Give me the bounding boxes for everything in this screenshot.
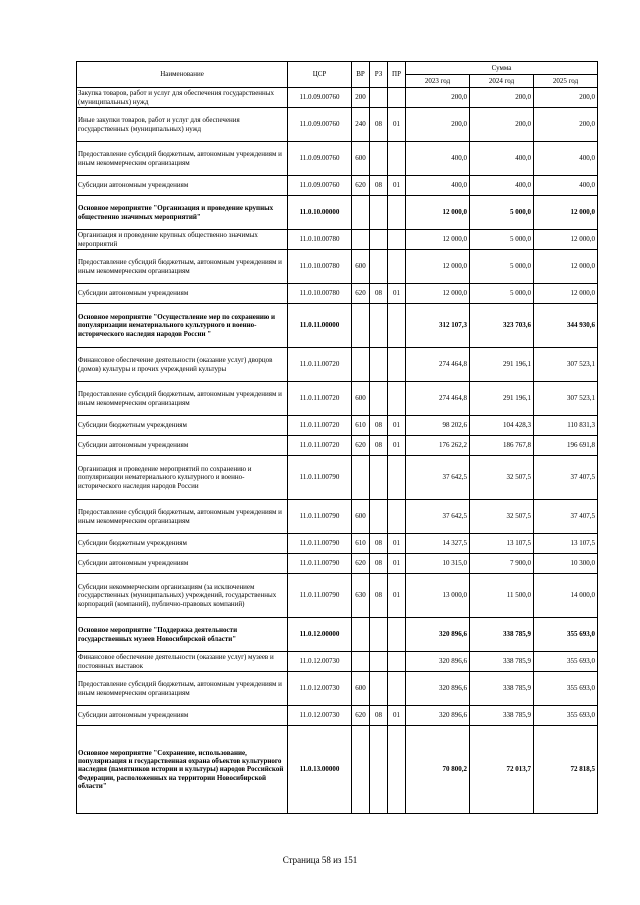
row-2024: 11 500,0 [470,574,534,618]
row-2024: 5 000,0 [470,284,534,304]
row-2023: 176 262,2 [406,436,470,456]
table-body [77,88,598,814]
row-vr [352,230,370,250]
row-name: Субсидии бюджетным учреждениям [77,416,288,436]
row-pr [388,196,406,230]
row-2025: 355 693,0 [534,672,598,706]
row-2025: 12 000,0 [534,196,598,230]
row-pr: 01 [388,436,406,456]
row-csr: 11.0.11.00720 [288,382,352,416]
row-rz: 08 [370,436,388,456]
row-rz: 08 [370,554,388,574]
row-csr: 11.0.13.00000 [288,726,352,814]
table-row [77,618,598,652]
row-pr [388,726,406,814]
row-2025: 344 930,6 [534,304,598,348]
row-2024: 186 767,8 [470,436,534,456]
row-pr: 01 [388,574,406,618]
row-pr: 01 [388,706,406,726]
row-pr [388,672,406,706]
budget-table [76,61,598,814]
row-2023: 312 107,3 [406,304,470,348]
row-2023: 12 000,0 [406,250,470,284]
header-year-2023: 2023 год [406,75,470,88]
row-name: Субсидии бюджетным учреждениям [77,534,288,554]
row-rz: 08 [370,108,388,142]
row-name: Субсидии некоммерческим организациям (за исключением государственных (муниципальных) учреждений, государственных корпораций (компаний), публично-правовых компаний) [77,574,288,618]
row-vr: 240 [352,108,370,142]
row-csr: 11.0.10.00780 [288,284,352,304]
row-2024: 7 900,0 [470,554,534,574]
row-2024: 338 785,9 [470,672,534,706]
row-name: Организация и проведение крупных общественно значимых мероприятий [77,230,288,250]
row-name: Финансовое обеспечение деятельности (оказание услуг) дворцов (домов) культуры и прочих учреждений культуры [77,348,288,382]
row-rz: 08 [370,416,388,436]
row-2024: 291 196,1 [470,348,534,382]
row-2025: 13 107,5 [534,534,598,554]
row-2025: 12 000,0 [534,250,598,284]
row-2024: 400,0 [470,176,534,196]
table-row [77,108,598,142]
row-csr: 11.0.12.00000 [288,618,352,652]
row-rz [370,250,388,284]
row-csr: 11.0.11.00790 [288,500,352,534]
row-rz [370,456,388,500]
row-name: Предоставление субсидий бюджетным, автономным учреждениям и иным некоммерческим организациям [77,672,288,706]
header-vr: ВР [352,62,370,88]
row-pr: 01 [388,534,406,554]
row-csr: 11.0.12.00730 [288,706,352,726]
row-vr: 600 [352,250,370,284]
row-pr: 01 [388,108,406,142]
row-2025: 37 407,5 [534,500,598,534]
row-rz: 08 [370,534,388,554]
row-pr: 01 [388,416,406,436]
row-rz [370,500,388,534]
row-rz [370,142,388,176]
row-2023: 37 642,5 [406,500,470,534]
row-pr [388,250,406,284]
row-2025: 355 693,0 [534,618,598,652]
table-row [77,88,598,108]
table-row [77,196,598,230]
row-2025: 196 691,8 [534,436,598,456]
row-rz [370,230,388,250]
row-csr: 11.0.11.00790 [288,534,352,554]
table-row [77,230,598,250]
row-csr: 11.0.10.00780 [288,230,352,250]
table-row [77,284,598,304]
row-2023: 320 896,6 [406,672,470,706]
row-2025: 307 523,1 [534,348,598,382]
row-csr: 11.0.11.00790 [288,574,352,618]
row-name: Субсидии автономным учреждениям [77,554,288,574]
row-csr: 11.0.12.00730 [288,672,352,706]
table-row [77,672,598,706]
row-pr [388,500,406,534]
table-row [77,726,598,814]
row-pr [388,456,406,500]
row-pr [388,618,406,652]
row-2025: 10 300,0 [534,554,598,574]
row-2024: 72 013,7 [470,726,534,814]
row-2025: 355 693,0 [534,706,598,726]
row-name: Организация и проведение мероприятий по сохранению и популяризации нематериального культурного и военно-исторического наследия народов России [77,456,288,500]
row-name: Основное мероприятие "Организация и проведение крупных общественно значимых мероприятий" [77,196,288,230]
row-2023: 320 896,6 [406,652,470,672]
row-vr [352,726,370,814]
row-vr: 600 [352,672,370,706]
row-2025: 307 523,1 [534,382,598,416]
table-row [77,304,598,348]
row-name: Основное мероприятие "Осуществление мер по сохранению и популяризации нематериального культурного и военно-исторического наследия народов России " [77,304,288,348]
row-pr [388,304,406,348]
row-2024: 338 785,9 [470,706,534,726]
row-2024: 32 507,5 [470,456,534,500]
row-name: Закупка товаров, работ и услуг для обеспечения государственных (муниципальных) нужд [77,88,288,108]
row-vr: 630 [352,574,370,618]
row-rz: 08 [370,706,388,726]
header-rz: РЗ [370,62,388,88]
row-rz [370,196,388,230]
row-vr: 620 [352,554,370,574]
row-2024: 200,0 [470,108,534,142]
row-vr: 200 [352,88,370,108]
row-2023: 274 464,8 [406,348,470,382]
row-2023: 12 000,0 [406,196,470,230]
page-number: Страница 58 из 151 [282,855,358,865]
row-vr [352,304,370,348]
row-pr [388,88,406,108]
table-row [77,706,598,726]
row-2024: 200,0 [470,88,534,108]
row-2025: 72 818,5 [534,726,598,814]
row-csr: 11.0.09.00760 [288,142,352,176]
table-row [77,250,598,284]
row-name: Предоставление субсидий бюджетным, автономным учреждениям и иным некоммерческим организациям [77,500,288,534]
row-2024: 338 785,9 [470,652,534,672]
table-header [77,62,598,88]
table-row [77,382,598,416]
row-csr: 11.0.09.00760 [288,108,352,142]
row-2023: 70 800,2 [406,726,470,814]
row-vr [352,196,370,230]
row-rz [370,348,388,382]
header-sum: Сумма [406,62,598,75]
row-2024: 5 000,0 [470,230,534,250]
row-2023: 274 464,8 [406,382,470,416]
row-2024: 291 196,1 [470,382,534,416]
row-2025: 12 000,0 [534,284,598,304]
row-2023: 200,0 [406,88,470,108]
row-csr: 11.0.11.00000 [288,304,352,348]
row-vr [352,618,370,652]
row-vr [352,456,370,500]
header-csr: ЦСР [288,62,352,88]
table-row [77,534,598,554]
row-vr [352,652,370,672]
row-name: Предоставление субсидий бюджетным, автономным учреждениям и иным некоммерческим организациям [77,382,288,416]
row-rz: 08 [370,284,388,304]
row-csr: 11.0.11.00720 [288,348,352,382]
row-name: Субсидии автономным учреждениям [77,436,288,456]
row-2025: 14 000,0 [534,574,598,618]
row-rz [370,726,388,814]
row-2023: 13 000,0 [406,574,470,618]
row-2025: 400,0 [534,142,598,176]
row-2023: 320 896,6 [406,706,470,726]
row-2023: 12 000,0 [406,230,470,250]
row-vr: 620 [352,706,370,726]
row-2024: 5 000,0 [470,196,534,230]
row-2024: 13 107,5 [470,534,534,554]
row-rz: 08 [370,176,388,196]
header-pr: ПР [388,62,406,88]
row-vr: 620 [352,436,370,456]
row-pr [388,348,406,382]
row-2025: 200,0 [534,108,598,142]
row-name: Финансовое обеспечение деятельности (оказание услуг) музеев и постоянных выставок [77,652,288,672]
row-rz: 08 [370,574,388,618]
row-pr [388,382,406,416]
table-row [77,574,598,618]
row-2025: 37 407,5 [534,456,598,500]
row-2023: 12 000,0 [406,284,470,304]
row-name: Предоставление субсидий бюджетным, автономным учреждениям и иным некоммерческим организациям [77,142,288,176]
row-2023: 98 202,6 [406,416,470,436]
row-2025: 400,0 [534,176,598,196]
row-vr: 620 [352,176,370,196]
table-row [77,348,598,382]
row-csr: 11.0.11.00720 [288,436,352,456]
row-rz [370,304,388,348]
row-rz [370,672,388,706]
row-vr: 610 [352,416,370,436]
row-name: Субсидии автономным учреждениям [77,706,288,726]
row-pr [388,230,406,250]
row-2025: 200,0 [534,88,598,108]
row-vr: 600 [352,500,370,534]
row-2025: 12 000,0 [534,230,598,250]
row-name: Субсидии автономным учреждениям [77,284,288,304]
row-name: Предоставление субсидий бюджетным, автономным учреждениям и иным некоммерческим организациям [77,250,288,284]
row-2023: 200,0 [406,108,470,142]
row-2024: 400,0 [470,142,534,176]
row-name: Основное мероприятие "Поддержка деятельности государственных музеев Новосибирской области" [77,618,288,652]
row-pr: 01 [388,554,406,574]
row-csr: 11.0.11.00790 [288,554,352,574]
row-2025: 355 693,0 [534,652,598,672]
table-row [77,142,598,176]
row-2023: 10 315,0 [406,554,470,574]
table-row [77,176,598,196]
row-rz [370,652,388,672]
row-vr: 610 [352,534,370,554]
header-year-2024: 2024 год [470,75,534,88]
row-2025: 110 831,3 [534,416,598,436]
row-2023: 400,0 [406,176,470,196]
table-row [77,554,598,574]
table-row [77,652,598,672]
table-row [77,436,598,456]
row-vr: 600 [352,382,370,416]
row-2024: 5 000,0 [470,250,534,284]
table-row [77,500,598,534]
row-2023: 37 642,5 [406,456,470,500]
row-name: Иные закупки товаров, работ и услуг для обеспечения государственных (муниципальных) нужд [77,108,288,142]
row-rz [370,618,388,652]
row-2023: 14 327,5 [406,534,470,554]
row-name: Субсидии автономным учреждениям [77,176,288,196]
row-pr: 01 [388,176,406,196]
row-2023: 320 896,6 [406,618,470,652]
row-2024: 104 428,3 [470,416,534,436]
row-vr [352,348,370,382]
row-csr: 11.0.10.00000 [288,196,352,230]
row-pr [388,652,406,672]
header-year-2025: 2025 год [534,75,598,88]
row-csr: 11.0.10.00780 [288,250,352,284]
row-2024: 338 785,9 [470,618,534,652]
row-pr [388,142,406,176]
row-vr: 600 [352,142,370,176]
row-2024: 323 703,6 [470,304,534,348]
row-pr: 01 [388,284,406,304]
table-row [77,416,598,436]
row-2023: 400,0 [406,142,470,176]
row-rz [370,382,388,416]
row-csr: 11.0.11.00720 [288,416,352,436]
row-csr: 11.0.12.00730 [288,652,352,672]
header-name: Наименование [77,62,288,88]
row-name: Основное мероприятие "Сохранение, использование, популяризация и государственная охрана объектов культурного наследия (памятников истории и культуры) народов Российской Федерации, расположенных на территории Новосибирской области" [77,726,288,814]
row-csr: 11.0.09.00760 [288,88,352,108]
row-rz [370,88,388,108]
row-2024: 32 507,5 [470,500,534,534]
row-csr: 11.0.11.00790 [288,456,352,500]
table-row [77,456,598,500]
row-csr: 11.0.09.00760 [288,176,352,196]
row-vr: 620 [352,284,370,304]
